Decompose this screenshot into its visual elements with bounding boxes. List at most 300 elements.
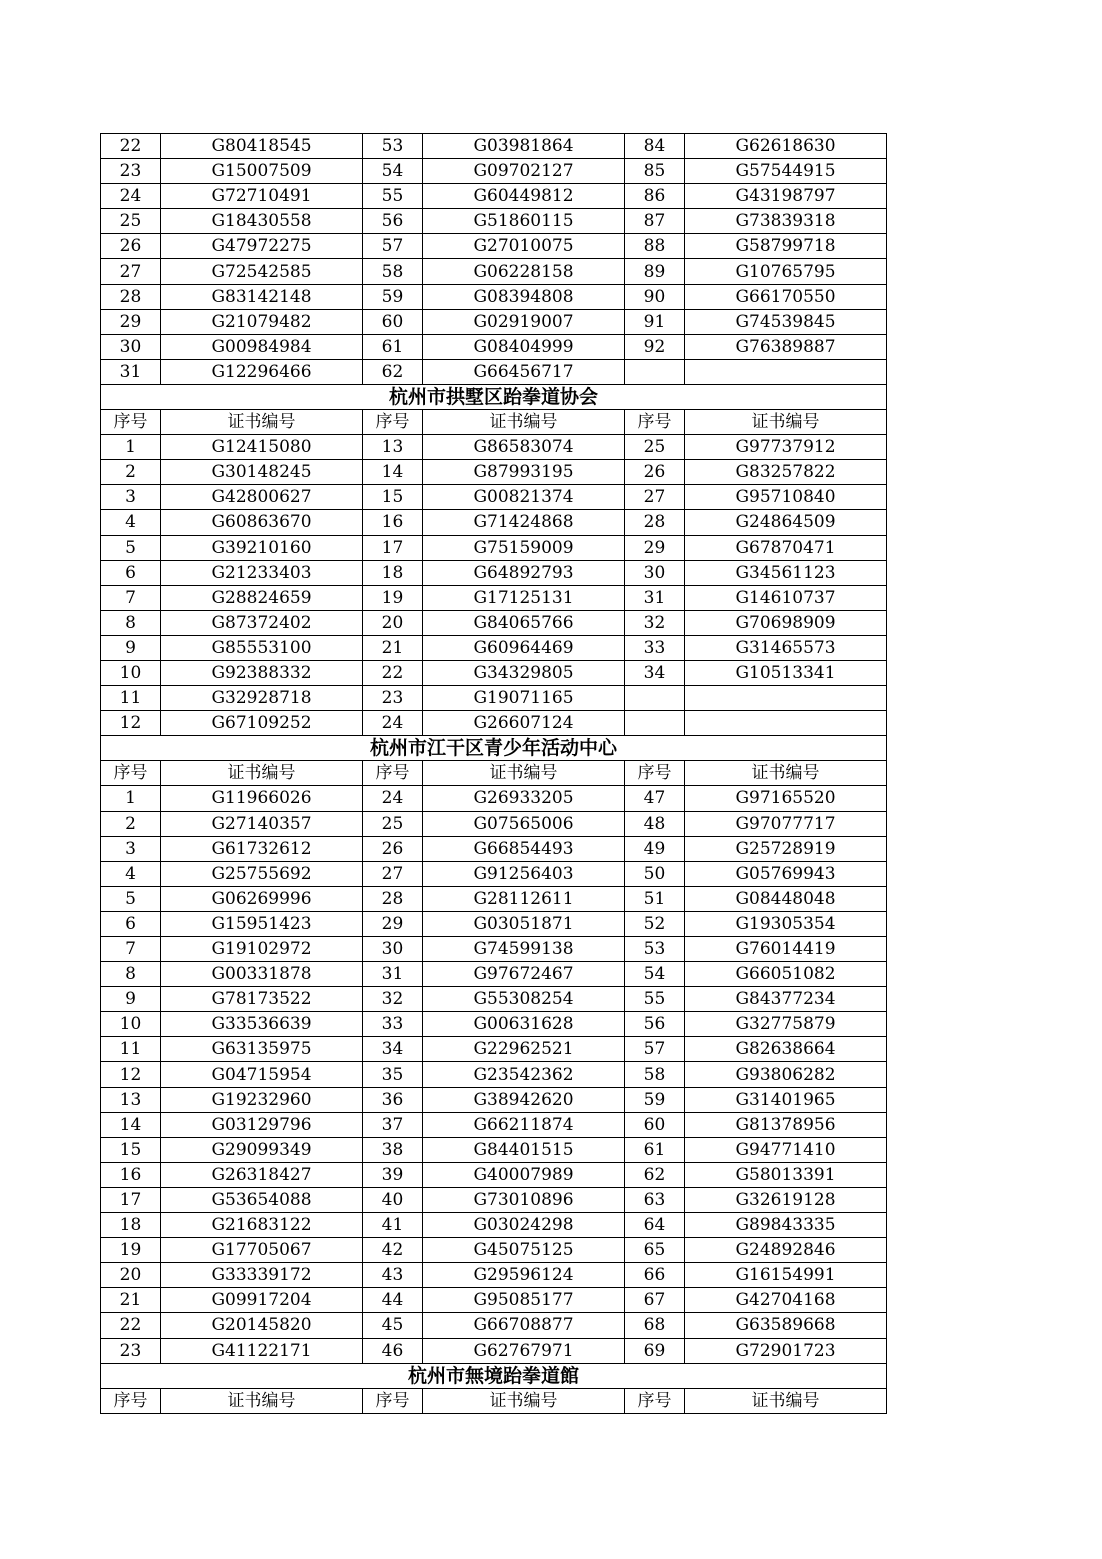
serial-number-cell: 59 [363,284,423,309]
header-certificate-number: 证书编号 [685,1388,887,1413]
serial-number-cell: 27 [625,485,685,510]
serial-number-cell: 49 [625,836,685,861]
serial-number-cell: 86 [625,184,685,209]
table-row [101,811,887,836]
table-row [101,1087,887,1112]
table-row [101,610,887,635]
serial-number-cell: 92 [625,334,685,359]
certificate-number-cell: G24892846 [685,1238,887,1263]
serial-number-cell: 9 [101,635,161,660]
serial-number-cell: 12 [101,1062,161,1087]
table-row [101,686,887,711]
table-row [101,911,887,936]
header-serial-number: 序号 [625,410,685,435]
header-certificate-number: 证书编号 [423,410,625,435]
serial-number-cell: 56 [625,1012,685,1037]
certificate-number-cell: G45075125 [423,1238,625,1263]
serial-number-cell: 43 [363,1263,423,1288]
section-title: 杭州市無境跆拳道館 [101,1363,887,1388]
table-row [101,560,887,585]
certificate-number-cell: G97165520 [685,786,887,811]
certificate-number-cell: G67870471 [685,535,887,560]
certificate-number-cell: G09917204 [161,1288,363,1313]
table-row [101,1112,887,1137]
certificate-number-cell: G76014419 [685,937,887,962]
certificate-number-cell: G60449812 [423,184,625,209]
serial-number-cell: 39 [363,1162,423,1187]
certificate-number-cell: G51860115 [423,209,625,234]
serial-number-cell: 66 [625,1263,685,1288]
serial-number-cell: 15 [101,1137,161,1162]
serial-number-cell: 1 [101,786,161,811]
serial-number-cell: 52 [625,911,685,936]
certificate-number-cell: G74539845 [685,309,887,334]
serial-number-cell: 59 [625,1087,685,1112]
header-certificate-number: 证书编号 [161,761,363,786]
header-serial-number: 序号 [363,1388,423,1413]
serial-number-cell: 8 [101,962,161,987]
certificate-number-cell: G94771410 [685,1137,887,1162]
certificate-number-cell: G27140357 [161,811,363,836]
table-row [101,159,887,184]
header-serial-number: 序号 [363,761,423,786]
certificate-number-cell: G41122171 [161,1338,363,1363]
section-title: 杭州市江干区青少年活动中心 [101,736,887,761]
serial-number-cell: 10 [101,660,161,685]
serial-number-cell: 4 [101,510,161,535]
certificate-number-cell: G19102972 [161,937,363,962]
serial-number-cell: 33 [363,1012,423,1037]
certificate-number-cell: G03981864 [423,134,625,159]
serial-number-cell: 8 [101,610,161,635]
serial-number-cell: 58 [625,1062,685,1087]
serial-number-cell: 87 [625,209,685,234]
serial-number-cell: 25 [363,811,423,836]
certificate-number-cell: G10513341 [685,660,887,685]
serial-number-cell: 60 [363,309,423,334]
serial-number-cell: 46 [363,1338,423,1363]
certificate-number-cell: G66456717 [423,359,625,384]
certificate-number-cell: G70698909 [685,610,887,635]
certificate-number-cell: G19071165 [423,686,625,711]
table-row [101,987,887,1012]
serial-number-cell: 28 [363,886,423,911]
serial-number-cell: 2 [101,811,161,836]
header-serial-number: 序号 [101,761,161,786]
serial-number-cell: 21 [101,1288,161,1313]
serial-number-cell: 9 [101,987,161,1012]
table-row [101,1012,887,1037]
certificate-number-cell: G03051871 [423,911,625,936]
certificate-number-cell: G63135975 [161,1037,363,1062]
table-row [101,1187,887,1212]
certificate-number-cell: G61732612 [161,836,363,861]
certificate-number-cell: G21233403 [161,560,363,585]
certificate-number-cell: G23542362 [423,1062,625,1087]
certificate-number-cell: G16154991 [685,1263,887,1288]
serial-number-cell: 24 [363,711,423,736]
serial-number-cell: 13 [363,435,423,460]
table-row [101,1062,887,1087]
certificate-number-cell: G09702127 [423,159,625,184]
table-row [101,510,887,535]
serial-number-cell: 13 [101,1087,161,1112]
header-row [101,1388,887,1413]
certificate-number-cell: G47972275 [161,234,363,259]
table-row [101,1037,887,1062]
serial-number-cell: 17 [363,535,423,560]
certificate-number-cell [685,359,887,384]
serial-number-cell: 30 [363,937,423,962]
certificate-number-cell: G28824659 [161,585,363,610]
table-row [101,259,887,284]
serial-number-cell: 15 [363,485,423,510]
table-row [101,786,887,811]
serial-number-cell: 7 [101,585,161,610]
certificate-number-cell: G21683122 [161,1213,363,1238]
table-row [101,134,887,159]
serial-number-cell: 23 [363,686,423,711]
serial-number-cell: 21 [363,635,423,660]
certificate-number-cell: G10765795 [685,259,887,284]
serial-number-cell: 28 [101,284,161,309]
table-row [101,1162,887,1187]
serial-number-cell: 41 [363,1213,423,1238]
certificate-number-cell: G72710491 [161,184,363,209]
certificate-number-cell: G66170550 [685,284,887,309]
section-title-row [101,384,887,409]
certificate-number-cell: G34329805 [423,660,625,685]
certificate-number-cell: G66708877 [423,1313,625,1338]
table-row [101,861,887,886]
header-row [101,761,887,786]
certificate-number-cell: G66051082 [685,962,887,987]
serial-number-cell: 88 [625,234,685,259]
certificate-number-cell: G17705067 [161,1238,363,1263]
certificate-number-cell: G12415080 [161,435,363,460]
serial-number-cell: 27 [101,259,161,284]
table-row [101,435,887,460]
serial-number-cell: 26 [101,234,161,259]
serial-number-cell: 19 [101,1238,161,1263]
serial-number-cell: 62 [363,359,423,384]
serial-number-cell: 55 [625,987,685,1012]
certificate-number-cell: G66854493 [423,836,625,861]
serial-number-cell: 91 [625,309,685,334]
certificate-number-cell: G04715954 [161,1062,363,1087]
serial-number-cell: 44 [363,1288,423,1313]
certificate-number-cell: G83142148 [161,284,363,309]
serial-number-cell: 30 [101,334,161,359]
header-certificate-number: 证书编号 [685,410,887,435]
serial-number-cell: 64 [625,1213,685,1238]
serial-number-cell: 4 [101,861,161,886]
serial-number-cell: 22 [101,1313,161,1338]
serial-number-cell: 31 [101,359,161,384]
certificate-number-cell: G19305354 [685,911,887,936]
serial-number-cell: 29 [101,309,161,334]
certificate-number-cell: G32928718 [161,686,363,711]
certificate-number-cell: G33536639 [161,1012,363,1037]
certificate-number-cell: G74599138 [423,937,625,962]
certificate-number-cell: G67109252 [161,711,363,736]
serial-number-cell: 36 [363,1087,423,1112]
serial-number-cell: 18 [101,1213,161,1238]
certificate-number-cell: G58799718 [685,234,887,259]
certificate-number-cell: G33339172 [161,1263,363,1288]
certificate-number-cell: G95710840 [685,485,887,510]
serial-number-cell: 57 [625,1037,685,1062]
certificate-number-cell: G62618630 [685,134,887,159]
certificate-number-cell: G03129796 [161,1112,363,1137]
serial-number-cell: 47 [625,786,685,811]
serial-number-cell: 90 [625,284,685,309]
table-row [101,535,887,560]
certificate-number-cell: G97077717 [685,811,887,836]
serial-number-cell: 40 [363,1187,423,1212]
certificate-number-cell: G72542585 [161,259,363,284]
certificate-number-cell: G00821374 [423,485,625,510]
serial-number-cell: 61 [625,1137,685,1162]
certificate-number-cell: G00631628 [423,1012,625,1037]
serial-number-cell: 53 [363,134,423,159]
certificate-number-cell: G95085177 [423,1288,625,1313]
serial-number-cell: 85 [625,159,685,184]
serial-number-cell: 56 [363,209,423,234]
certificate-number-cell: G30148245 [161,460,363,485]
header-certificate-number: 证书编号 [423,1388,625,1413]
certificate-number-cell: G83257822 [685,460,887,485]
certificate-number-cell: G73010896 [423,1187,625,1212]
certificate-number-cell: G60863670 [161,510,363,535]
serial-number-cell: 28 [625,510,685,535]
table-row [101,485,887,510]
section-title: 杭州市拱墅区跆拳道协会 [101,384,887,409]
serial-number-cell: 14 [363,460,423,485]
certificate-number-cell: G58013391 [685,1162,887,1187]
header-serial-number: 序号 [363,410,423,435]
table-row [101,937,887,962]
certificate-number-cell: G02919007 [423,309,625,334]
section-title-row [101,1363,887,1388]
table-row [101,962,887,987]
table-row [101,585,887,610]
certificate-number-cell: G89843335 [685,1213,887,1238]
certificate-number-cell: G07565006 [423,811,625,836]
serial-number-cell: 23 [101,1338,161,1363]
serial-number-cell: 25 [625,435,685,460]
certificate-number-cell: G24864509 [685,510,887,535]
certificate-number-cell: G72901723 [685,1338,887,1363]
table-row [101,1263,887,1288]
certificate-number-cell: G66211874 [423,1112,625,1137]
certificate-number-cell: G32775879 [685,1012,887,1037]
certificate-number-cell: G22962521 [423,1037,625,1062]
serial-number-cell: 50 [625,861,685,886]
certificate-number-cell: G20145820 [161,1313,363,1338]
serial-number-cell: 7 [101,937,161,962]
certificate-number-cell: G80418545 [161,134,363,159]
serial-number-cell: 55 [363,184,423,209]
certificate-number-cell: G03024298 [423,1213,625,1238]
certificate-number-cell: G29099349 [161,1137,363,1162]
serial-number-cell: 31 [625,585,685,610]
table-row [101,886,887,911]
serial-number-cell: 6 [101,911,161,936]
certificate-number-cell: G32619128 [685,1187,887,1212]
certificate-number-cell: G29596124 [423,1263,625,1288]
serial-number-cell: 65 [625,1238,685,1263]
serial-number-cell: 62 [625,1162,685,1187]
certificate-number-cell: G93806282 [685,1062,887,1087]
certificate-number-cell: G91256403 [423,861,625,886]
certificate-number-cell: G81378956 [685,1112,887,1137]
certificate-number-cell: G26933205 [423,786,625,811]
certificate-number-cell: G42704168 [685,1288,887,1313]
table-row [101,359,887,384]
table-row [101,1137,887,1162]
serial-number-cell: 54 [363,159,423,184]
certificate-number-cell: G75159009 [423,535,625,560]
serial-number-cell: 32 [363,987,423,1012]
header-serial-number: 序号 [101,410,161,435]
serial-number-cell: 26 [625,460,685,485]
serial-number-cell: 16 [363,510,423,535]
certificate-number-cell: G55308254 [423,987,625,1012]
certificate-number-cell: G08404999 [423,334,625,359]
serial-number-cell: 45 [363,1313,423,1338]
serial-number-cell: 32 [625,610,685,635]
certificate-number-cell [685,711,887,736]
serial-number-cell: 5 [101,535,161,560]
certificate-number-cell: G31465573 [685,635,887,660]
serial-number-cell: 37 [363,1112,423,1137]
certificate-number-cell: G34561123 [685,560,887,585]
serial-number-cell: 69 [625,1338,685,1363]
table-row [101,234,887,259]
certificate-number-cell: G62767971 [423,1338,625,1363]
certificate-number-cell: G27010075 [423,234,625,259]
serial-number-cell: 53 [625,937,685,962]
table-row [101,209,887,234]
certificate-number-cell: G78173522 [161,987,363,1012]
serial-number-cell: 2 [101,460,161,485]
serial-number-cell: 24 [101,184,161,209]
header-serial-number: 序号 [625,761,685,786]
certificate-number-cell: G21079482 [161,309,363,334]
certificate-number-cell: G64892793 [423,560,625,585]
certificate-number-cell: G08394808 [423,284,625,309]
serial-number-cell: 5 [101,886,161,911]
serial-number-cell: 42 [363,1238,423,1263]
certificate-number-cell: G25755692 [161,861,363,886]
header-row [101,410,887,435]
serial-number-cell: 51 [625,886,685,911]
serial-number-cell: 54 [625,962,685,987]
serial-number-cell: 26 [363,836,423,861]
table-row [101,660,887,685]
certificate-number-cell: G76389887 [685,334,887,359]
certificate-number-cell: G18430558 [161,209,363,234]
serial-number-cell: 29 [363,911,423,936]
certificate-number-cell: G42800627 [161,485,363,510]
header-certificate-number: 证书编号 [161,1388,363,1413]
table-row [101,1288,887,1313]
certificate-number-cell: G97737912 [685,435,887,460]
serial-number-cell: 16 [101,1162,161,1187]
serial-number-cell: 25 [101,209,161,234]
serial-number-cell [625,686,685,711]
certificate-number-cell: G28112611 [423,886,625,911]
serial-number-cell: 3 [101,485,161,510]
table-row [101,460,887,485]
serial-number-cell: 33 [625,635,685,660]
table-row [101,635,887,660]
serial-number-cell: 27 [363,861,423,886]
serial-number-cell: 14 [101,1112,161,1137]
certificate-number-cell: G25728919 [685,836,887,861]
certificate-number-cell: G85553100 [161,635,363,660]
serial-number-cell: 22 [363,660,423,685]
serial-number-cell: 24 [363,786,423,811]
serial-number-cell: 48 [625,811,685,836]
certificate-number-cell: G26607124 [423,711,625,736]
serial-number-cell: 11 [101,686,161,711]
certificate-number-cell: G31401965 [685,1087,887,1112]
certificate-number-cell: G08448048 [685,886,887,911]
table-row [101,836,887,861]
certificate-number-cell: G84065766 [423,610,625,635]
certificate-number-cell: G39210160 [161,535,363,560]
certificate-number-cell: G92388332 [161,660,363,685]
certificate-number-cell: G06269996 [161,886,363,911]
serial-number-cell: 6 [101,560,161,585]
serial-number-cell: 3 [101,836,161,861]
certificate-number-cell: G40007989 [423,1162,625,1187]
serial-number-cell: 12 [101,711,161,736]
table-row [101,711,887,736]
serial-number-cell: 68 [625,1313,685,1338]
certificate-number-cell: G84377234 [685,987,887,1012]
certificate-number-cell: G05769943 [685,861,887,886]
certificate-number-cell: G71424868 [423,510,625,535]
serial-number-cell: 58 [363,259,423,284]
serial-number-cell: 20 [101,1263,161,1288]
serial-number-cell: 10 [101,1012,161,1037]
certificate-number-cell: G11966026 [161,786,363,811]
table-row [101,1313,887,1338]
certificate-number-cell: G19232960 [161,1087,363,1112]
certificate-number-cell: G86583074 [423,435,625,460]
certificate-number-cell [685,686,887,711]
serial-number-cell: 19 [363,585,423,610]
certificate-number-cell: G87372402 [161,610,363,635]
certificate-number-cell: G82638664 [685,1037,887,1062]
certificate-number-cell: G53654088 [161,1187,363,1212]
header-certificate-number: 证书编号 [161,410,363,435]
certificate-number-cell: G87993195 [423,460,625,485]
serial-number-cell: 67 [625,1288,685,1313]
header-certificate-number: 证书编号 [423,761,625,786]
serial-number-cell: 17 [101,1187,161,1212]
certificate-number-cell: G38942620 [423,1087,625,1112]
certificate-number-cell: G97672467 [423,962,625,987]
certificate-number-cell: G14610737 [685,585,887,610]
serial-number-cell: 20 [363,610,423,635]
certificate-number-cell: G00331878 [161,962,363,987]
serial-number-cell: 30 [625,560,685,585]
header-serial-number: 序号 [625,1388,685,1413]
